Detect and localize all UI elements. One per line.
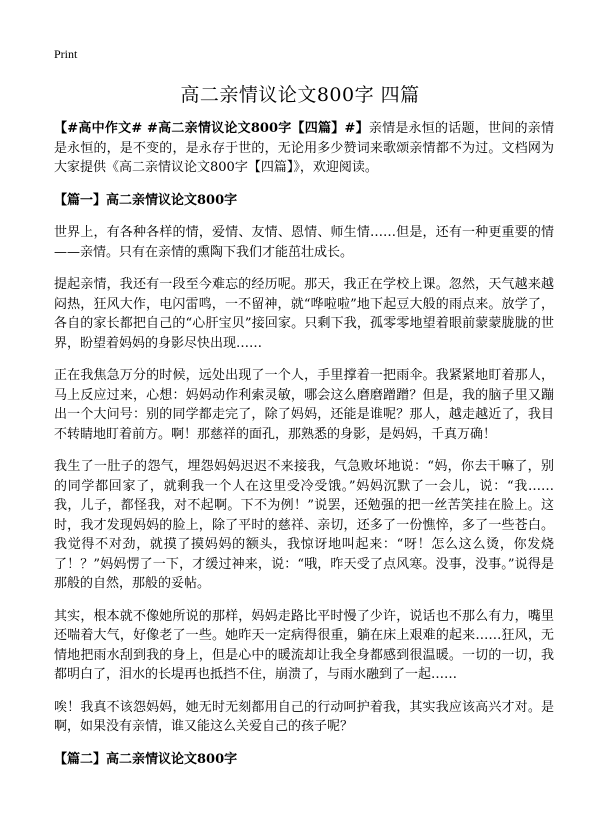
page-title: 高二亲情议论文800字 四篇: [180, 84, 420, 106]
print-label: Print: [54, 47, 78, 61]
intro-tags: 【#高中作文# #高二亲情议论文800字【四篇】#】: [54, 121, 369, 136]
intro-paragraph: [54, 119, 554, 178]
body-paragraph: 正在我焦急万分的时候，远处出现了一个人，手里撑着一把雨伞。我紧紧地盯着那人，马上反应过来，心想：妈妈动作利索灵敏，哪会这么磨磨蹭蹭？但是，我的脑子里又蹦出一个大问号：别的同学都走完了，除了妈妈，还能是谁呢？那人，越走越近了，我目不转睛地盯着前方。啊！那慈祥的面孔，那熟悉的身影，是妈妈，千真万确！: [54, 368, 554, 442]
section-heading-2: 【篇二】高二亲情议论文800字: [54, 751, 238, 767]
section-heading-1: 【篇一】高二亲情议论文800字: [54, 192, 238, 208]
body-paragraph: 世界上，有各种各样的情，爱情、友情、恩情、师生情……但是，还有一种更重要的情——亲情。只有在亲情的熏陶下我们才能茁壮成长。: [54, 225, 554, 260]
intro-text: 亲情是永恒的话题，世间的亲情是永恒的，是不变的，是永存于世的，无论用多少赞词来歌颂亲情都不为过。文档网为大家提供《高二亲情议论文800字【四篇】》，欢迎阅读。: [54, 121, 554, 175]
body-paragraph: 其实，根本就不像她所说的那样，妈妈走路比平时慢了少许，说话也不那么有力，嘴里还喘着大气，好像老了一些。她昨天一定病得很重，躺在床上艰难的起来……狂风，无情地把雨水刮到我的身上，但是心中的暖流却让我全身都感到很温暖。一切的一切，我都明白了，泪水的长堤再也抵挡不住，崩溃了，与雨水融到了一起……: [54, 608, 554, 682]
document-body: [54, 119, 554, 782]
body-paragraph: 唉！我真不该怨妈妈，她无时无刻都用自己的行动呵护着我，其实我应该高兴才对。是啊，如果没有亲情，谁又能这么关爱自己的孩子呢？: [54, 699, 554, 734]
body-paragraph: 提起亲情，我还有一段至今难忘的经历呢。那天，我正在学校上课。忽然，天气越来越闷热，狂风大作，电闪雷鸣，一不留神，就“哗啦啦”地下起豆大般的雨点来。放学了，各自的家长都把自己的“心肝宝贝”接回家。只剩下我，孤零零地望着眼前蒙蒙胧胧的世界，盼望着妈妈的身影尽快出现……: [54, 277, 554, 351]
body-paragraph: 我生了一肚子的怨气，埋怨妈妈迟迟不来接我，气急败坏地说：“妈，你去干嘛了，别的同学都回家了，就剩我一个人在这里受冷受饿。”妈妈沉默了一会儿，说：“我……我，儿子，都怪我，对不起啊。下不为例！”说罢，还勉强的把一丝苦笑挂在脸上。这时，我才发现妈妈的脸上，除了平时的慈祥、亲切，还多了一份憔悴，多了一些苍白。我觉得不对劲，就摸了摸妈妈的额头，我惊讶地叫起来：“呀！怎么这么烫，你发烧了！？”妈妈愣了一下，才缓过神来，说：“哦，昨天受了点风寒。没事，没事。”说得是那般的自然，那般的妥帖。: [54, 459, 554, 591]
